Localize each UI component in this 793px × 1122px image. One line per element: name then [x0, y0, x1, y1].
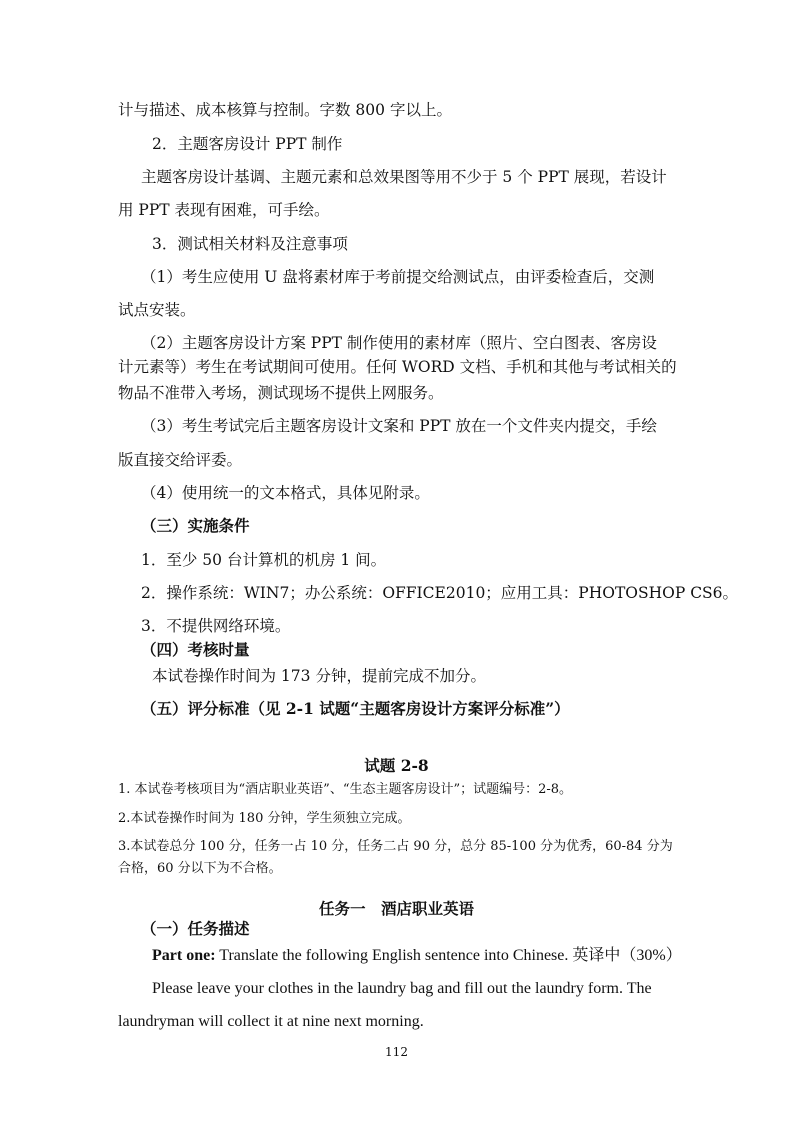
heading-task-description: （一）任务描述 [141, 919, 250, 938]
part-one-line [152, 945, 682, 967]
note-3-line-2: 版直接交给评委。 [118, 451, 243, 469]
page-number: 112 [385, 1045, 408, 1059]
note-1-line-1: （1）考生应使用 U 盘将素材库于考前提交给测试点，由评委检查后，交测 [141, 268, 655, 286]
heading-implementation-conditions: （三）实施条件 [141, 516, 250, 535]
section-heading-2: 2．主题客房设计 PPT 制作 [152, 135, 343, 153]
body-line-4: 用 PPT 表现有困难，可手绘。 [118, 201, 330, 219]
note-2-line-3: 物品不准带入考场，测试现场不提供上网服务。 [118, 384, 444, 402]
part-one-instruction: Translate the following English sentence into Chinese. 英译中（30%） [215, 947, 682, 964]
note-2-line-2: 计元素等）考生在考试期间可使用。任何 WORD 文档、手机和其他与考试相关的 [118, 358, 677, 376]
note-2-line-1: （2）主题客房设计方案 PPT 制作使用的素材库（照片、空白图表、客房设 [141, 334, 657, 352]
note-1-line-2: 试点安装。 [118, 301, 196, 319]
task-one-title: 任务一 酒店职业英语 [318, 899, 474, 918]
heading-exam-time: （四）考核时量 [141, 640, 250, 659]
exam-time-line: 本试卷操作时间为 173 分钟，提前完成不加分。 [152, 667, 486, 685]
exam-info-1: 1. 本试卷考核项目为“酒店职业英语”、“生态主题客房设计”；试题编号：2-8。 [118, 782, 573, 797]
english-sentence-line-2: laundryman will collect it at nine next morning. [118, 1013, 424, 1030]
condition-3: 3．不提供网络环境。 [141, 617, 291, 635]
heading-scoring-standard: （五）评分标准（见 2-1 试题“主题客房设计方案评分标准”） [141, 699, 570, 718]
exam-info-3-line-1: 3.本试卷总分 100 分，任务一占 10 分，任务二占 90 分，总分 85-100 分为优秀，60-84 分为 [118, 839, 673, 854]
note-4-line: （4）使用统一的文本格式，具体见附录。 [141, 484, 430, 502]
body-line-1: 计与描述、成本核算与控制。字数 800 字以上。 [118, 101, 452, 119]
exam-title: 试题 2-8 [364, 756, 429, 775]
part-one-label: Part one: [152, 947, 216, 964]
exam-info-3-line-2: 合格，60 分以下为不合格。 [118, 861, 282, 876]
condition-2: 2．操作系统：WIN7；办公系统：OFFICE2010；应用工具：PHOTOSHOP CS6。 [141, 584, 739, 602]
body-line-3: 主题客房设计基调、主题元素和总效果图等用不少于 5 个 PPT 展现，若设计 [141, 168, 667, 186]
note-3-line-1: （3）考生考试完后主题客房设计文案和 PPT 放在一个文件夹内提交，手绘 [141, 417, 657, 435]
exam-info-2: 2.本试卷操作时间为 180 分钟，学生须独立完成。 [118, 811, 411, 826]
condition-1: 1．至少 50 台计算机的机房 1 间。 [141, 551, 387, 569]
section-heading-3: 3．测试相关材料及注意事项 [152, 235, 348, 253]
english-sentence-line-1: Please leave your clothes in the laundry bag and fill out the laundry form. The [152, 980, 652, 997]
